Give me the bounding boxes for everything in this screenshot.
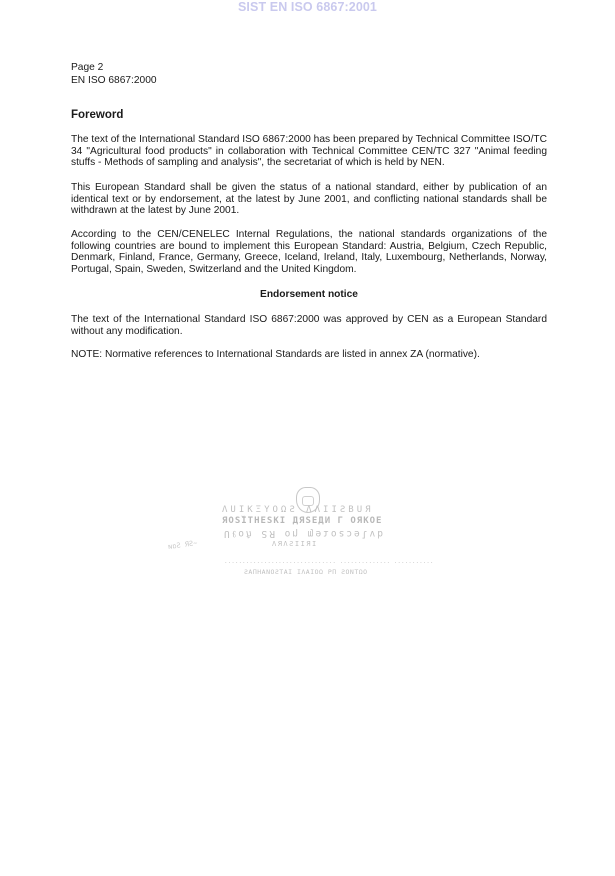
foreword-heading: Foreword [71,109,124,121]
endorsement-heading: Endorsement notice [260,289,358,300]
watermark: SIST EN ISO 6867:2001 [238,0,377,14]
page-number: Page 2 [71,62,104,73]
endorsement-paragraph: The text of the International Standard ISO 6867:2000 was approved by CEN as a European Standard without any modification. [71,314,547,337]
stamp-signature-line: ............................... .............. ........... [224,558,434,565]
stamp-line-4: ΛЯΛƧΙΙЯΙ [272,540,318,548]
stamp-line-3: Uℓoℏ ƧЯ oƞ ɱɘɿoƨɔɘlvb [224,528,385,539]
stamp-line-2: ЯОЅ̌ІТНЕЅКІ ДЯЅЕДИ Г ОЯКОЕ [222,516,383,526]
stamp-line-6: ƧΑΠΗΑΝΟƧΤΑΙ ΙΛΑΙΟΩ ΡΠ ƧΟΝΤΩΟ [244,568,368,576]
stamp-line-1: ΛUΙΚΞΥΟΩƧ ΛΛΙΙƧΒUЯ [222,505,374,515]
document-page [71,62,547,360]
foreword-paragraph-3: According to the CEN/CENELEC Internal Regulations, the national standards organizations of the following countries are bound to implement this European Standard: Austria, Belgium, Czech Republic, Denmark, Finland, France, Germany, Greece, Iceland, Ireland, Italy, Luxembourg, Netherlands, Norway, Portugal, Spain, Sweden, Switzerland and the United Kingdom. [71,229,547,275]
stamp-side-mark: ɴɒƧ ЯƧ~ [167,538,198,552]
official-stamp [160,485,434,585]
foreword-paragraph-2: This European Standard shall be given the status of a national standard, either by publication of an identical text or by endorsement, at the latest by June 2001, and conflicting national standards shall be withdrawn at the latest by June 2001. [71,182,547,217]
foreword-paragraph-1: The text of the International Standard ISO 6867:2000 has been prepared by Technical Committee ISO/TC 34 "Agricultural food products" in collaboration with Technical Committee CEN/TC 327 "Animal feeding stuffs - Methods of sampling and analysis", the secretariat of which is held by NEN. [71,134,547,169]
document-id: EN ISO 6867:2000 [71,74,157,86]
normative-note: NOTE: Normative references to International Standards are listed in annex ZA (normative). [71,349,480,360]
